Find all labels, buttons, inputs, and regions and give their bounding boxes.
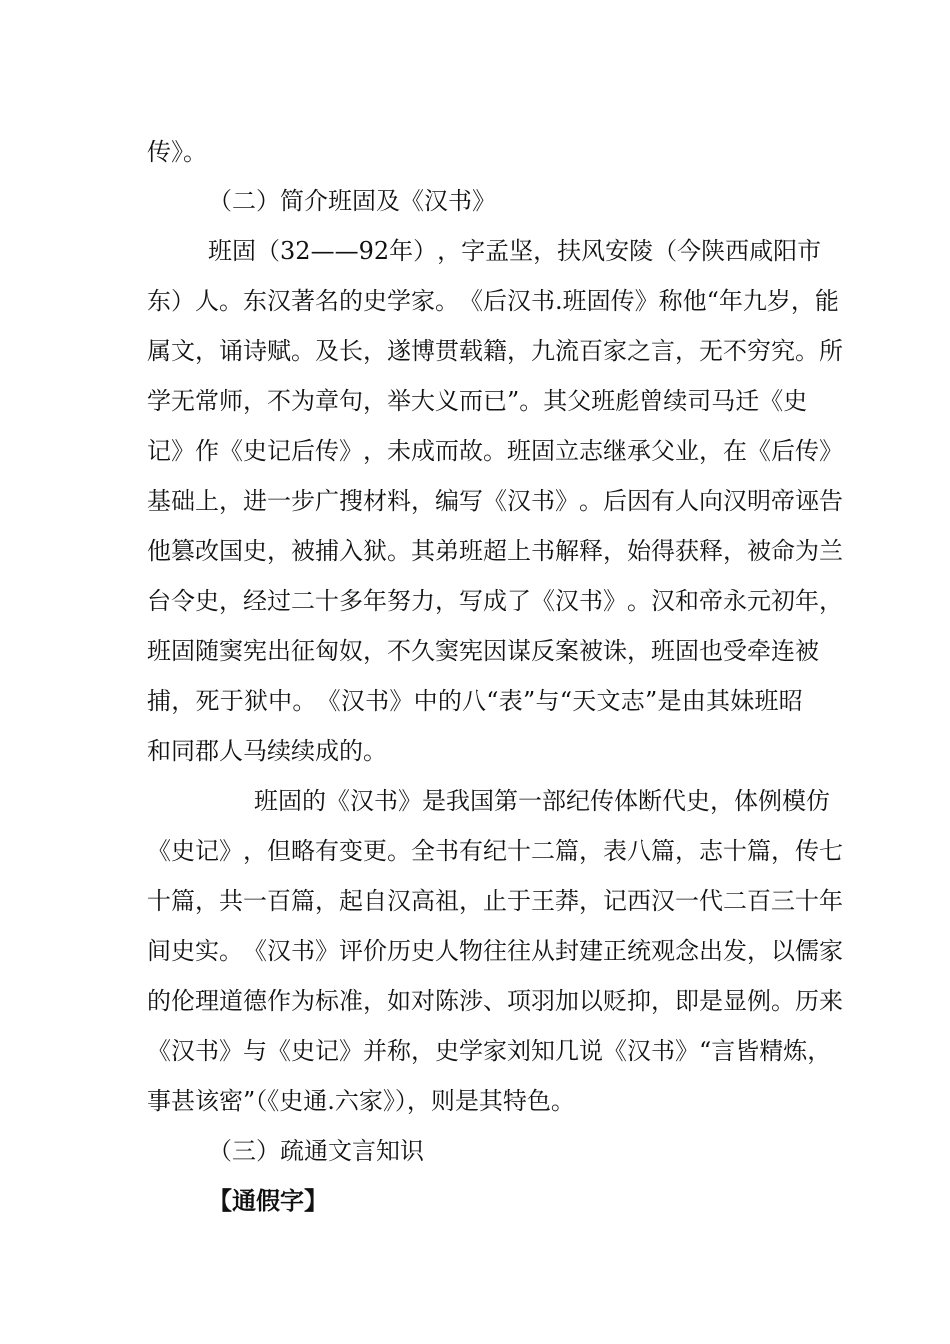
text-line-18: 的 伦 理 道 德 作 为 标 准 ， 如 对 陈 涉 、 项 羽 加 以 贬 抑 ， 即 是 显 例 。 历 来 — [147, 987, 843, 1015]
text-line-17: 间 史 实 。 《 汉 书 》 评 价 历 史 人 物 往 往 从 封 建 正 统 观 念 出 发 ， 以 儒 家 — [147, 937, 843, 965]
section-heading-2: （二）简介班固及《汉书》 — [208, 187, 496, 215]
text-line-9: 他 篡 改 国 史 ， 被 捕 入 狱 。 其 弟 班 超 上 书 解 释 ， 始 得 获 释 ， 被 命 为 兰 — [147, 537, 843, 565]
text-line-1: 传》。 — [147, 138, 207, 166]
section-heading-3: （三）疏通文言知识 — [208, 1137, 424, 1165]
text-line-11: 班 固 随 窦 宪 出 征 匈 奴 ， 不 久 窦 宪 因 谋 反 案 被 诛 ， 班 固 也 受 牵 连 被 — [147, 637, 819, 665]
text-line-12: 捕 ， 死 于 狱 中 。 《 汉 书 》 中 的 八 “ 表 ” 与 “ 天 文 志 ” 是 由 其 妹 班 昭 — [147, 687, 803, 715]
text-line-13: 和同郡人马续续成的。 — [147, 737, 387, 765]
text-line-7: 记 》 作 《 史 记 后 传 》 ， 未 成 而 故 。 班 固 立 志 继 承 父 业 ， 在 《 后 传 》 — [147, 437, 843, 465]
text-line-19: 《 汉 书 》 与 《 史 记 》 并 称 ， 史 学 家 刘 知 几 说 《 汉 书 》 “ 言 皆 精 炼 ， — [147, 1037, 832, 1065]
text-line-16: 十 篇 ， 共 一 百 篇 ， 起 自 汉 高 祖 ， 止 于 王 莽 ， 记 西 汉 一 代 二 百 三 十 年 — [147, 887, 843, 915]
text-line-3: 班 固 （ 3 2 — — 9 2 年 ） ， 字 孟 坚 ， 扶 风 安 陵 （ 今 陕 西 咸 阳 市 — [208, 237, 822, 265]
text-line-8: 基 础 上 ， 进 一 步 广 搜 材 料 ， 编 写 《 汉 书 》 。 后 因 有 人 向 汉 明 帝 诬 告 — [147, 487, 843, 515]
text-line-4: 东 ） 人 。 东 汉 著 名 的 史 学 家 。 《 后 汉 书 . 班 固 传 》 称 他 “ 年 九 岁 ， 能 — [147, 287, 839, 315]
text-line-20: 事甚该密”（《史通.六家》），则是其特色。 — [147, 1087, 575, 1115]
subsection-heading-tongjiazi: 【通假字】 — [208, 1186, 328, 1215]
text-line-10: 台 令 史 ， 经 过 二 十 多 年 努 力 ， 写 成 了 《 汉 书 》 。 汉 和 帝 永 元 初 年 ， — [147, 587, 843, 615]
text-line-15: 《 史 记 》 ， 但 略 有 变 更 。 全 书 有 纪 十 二 篇 ， 表 八 篇 ， 志 十 篇 ， 传 七 — [147, 837, 843, 865]
text-line-14: 班 固 的 《 汉 书 》 是 我 国 第 一 部 纪 传 体 断 代 史 ， 体 例 模 仿 — [254, 787, 830, 815]
text-line-5: 属 文 ， 诵 诗 赋 。 及 长 ， 遂 博 贯 载 籍 ， 九 流 百 家 之 言 ， 无 不 穷 究 。 所 — [147, 337, 843, 365]
text-line-6: 学 无 常 师 ， 不 为 章 句 ， 举 大 义 而 已 ” 。 其 父 班 彪 曾 续 司 马 迁 《 史 — [147, 387, 808, 415]
